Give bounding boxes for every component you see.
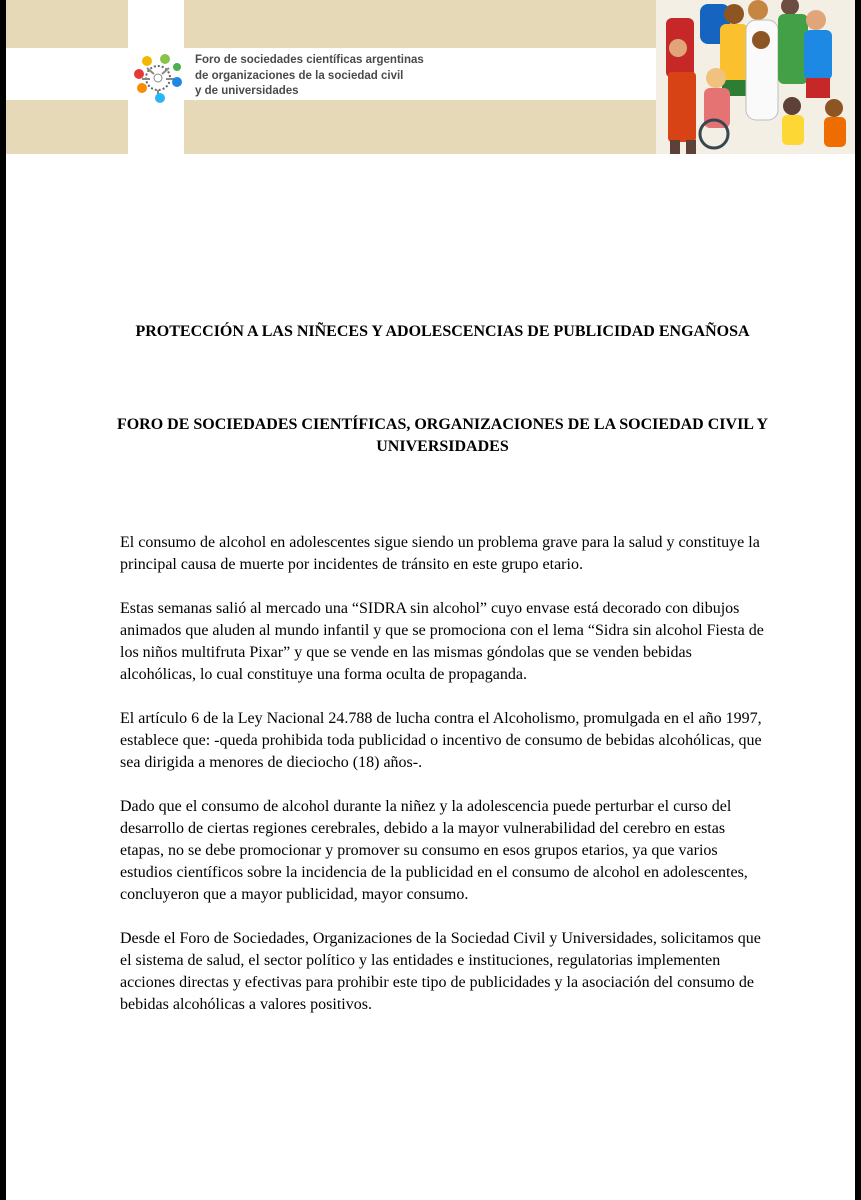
header-band: [6, 100, 128, 154]
org-name: Foro de sociedades científicas argentinas de organizaciones de la sociedad civil y de universidades: [195, 54, 424, 97]
paragraph: Desde el Foro de Sociedades, Organizaciones de la Sociedad Civil y Universidades, solicitamos que el sistema de salud, el sector político y las entidades e instituciones, regulatorias implementen acciones directas y efectivas para prohibir este tipo de publicidades y la asociación del consumo de bebidas alcohólicas a valores positivos.: [120, 930, 761, 1013]
document-body: [120, 532, 764, 1038]
paragraph: Dado que el consumo de alcohol durante la niñez y la adolescencia puede perturbar el curso del desarrollo de ciertas regiones cerebrales, debido a la mayor vulnerabilidad del cerebro en estas etapas, no se debe promocionar y promover su consumo en esos grupos etarios, ya que varios estudios científicos sobre la incidencia de la publicidad en el consumo de alcohol en adolescentes, concluyeron que a mayor publicidad, mayor consumo.: [120, 798, 748, 903]
paragraph: El artículo 6 de la Ley Nacional 24.788 de lucha contra el Alcoholismo, promulgada en el año 1997, establece que: -queda prohibida toda publicidad o incentivo de consumo de bebidas alcohólicas, que sea dirigida a menores de dieciocho (18) años-.: [120, 710, 762, 771]
paragraph: El consumo de alcohol en adolescentes sigue siendo un problema grave para la salud y constituye la principal causa de muerte por incidentes de tránsito en este grupo etario.: [120, 534, 760, 573]
document-subtitle: FORO DE SOCIEDADES CIENTÍFICAS, ORGANIZACIONES DE LA SOCIEDAD CIVIL Y UNIVERSIDADES: [116, 416, 769, 455]
paragraph: Estas semanas salió al mercado una “SIDRA sin alcohol” cuyo envase está decorado con dibujos animados que aluden al mundo infantil y que se promociona con el lema “Sidra sin alcohol Fiesta de los niños multifruta Pixar” y que se vende en las mismas góndolas que se venden bebidas alcohólicas, lo cual constituye una forma oculta de propaganda.: [120, 600, 764, 683]
header-band: [184, 100, 656, 154]
header-band: [6, 0, 128, 48]
network-people-logo-icon: [128, 48, 184, 104]
group-of-diverse-people-illustration-icon: [656, 0, 855, 154]
header-band: [184, 0, 656, 48]
document-title: PROTECCIÓN A LAS NIÑECES Y ADOLESCENCIAS DE PUBLICIDAD ENGAÑOSA: [135, 323, 750, 340]
document-page: [6, 0, 855, 1200]
